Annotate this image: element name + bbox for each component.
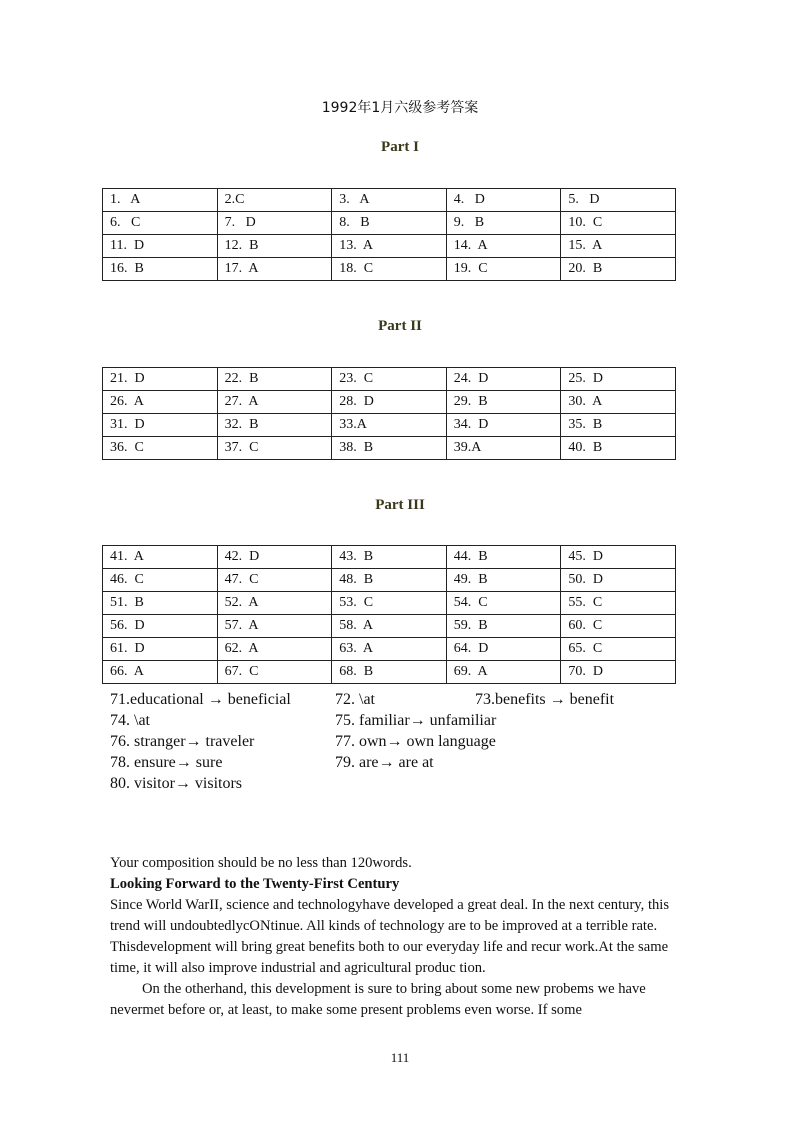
answer-cell: 9. B bbox=[446, 212, 561, 235]
part-2-heading: Part II bbox=[378, 318, 422, 334]
answer-cell: 5. D bbox=[561, 189, 676, 212]
answer-cell: 60. C bbox=[561, 615, 676, 638]
answer-cell: 67. C bbox=[217, 661, 332, 684]
page-title: 1992年1月六级参考答案 bbox=[321, 100, 479, 116]
table-row bbox=[103, 212, 676, 235]
answer-cell: 26. A bbox=[103, 391, 218, 414]
part-1-heading: Part I bbox=[381, 139, 419, 155]
table-row bbox=[103, 546, 676, 569]
answer-cell: 31. D bbox=[103, 414, 218, 437]
table-row bbox=[103, 638, 676, 661]
answer-cell: 68. B bbox=[332, 661, 447, 684]
answer-cell: 39.A bbox=[446, 437, 561, 460]
answer-cell: 24. D bbox=[446, 368, 561, 391]
answer-cell: 25. D bbox=[561, 368, 676, 391]
table-row bbox=[103, 592, 676, 615]
answer-cell: 11. D bbox=[103, 235, 218, 258]
correction-item: 74. \at bbox=[110, 712, 150, 729]
answer-cell: 16. B bbox=[103, 258, 218, 281]
answer-cell: 27. A bbox=[217, 391, 332, 414]
answer-cell: 7. D bbox=[217, 212, 332, 235]
answer-cell: 43. B bbox=[332, 546, 447, 569]
answer-cell: 40. B bbox=[561, 437, 676, 460]
correction-item: 80. visitor→ visitors bbox=[110, 775, 243, 792]
table-row bbox=[103, 437, 676, 460]
correction-item: 71.educational → beneficial bbox=[110, 691, 291, 708]
answer-cell: 61. D bbox=[103, 638, 218, 661]
part-1-answer-table bbox=[102, 188, 676, 281]
correction-row bbox=[110, 710, 670, 731]
answer-cell: 10. C bbox=[561, 212, 676, 235]
table-row bbox=[103, 414, 676, 437]
answer-cell: 56. D bbox=[103, 615, 218, 638]
page-number: 111 bbox=[390, 1050, 410, 1065]
table-row bbox=[103, 391, 676, 414]
answer-cell: 48. B bbox=[332, 569, 447, 592]
answer-cell: 32. B bbox=[217, 414, 332, 437]
table-row bbox=[103, 615, 676, 638]
answer-cell: 30. A bbox=[561, 391, 676, 414]
correction-row bbox=[110, 773, 670, 794]
answer-cell: 52. A bbox=[217, 592, 332, 615]
answer-cell: 42. D bbox=[217, 546, 332, 569]
answer-cell: 66. A bbox=[103, 661, 218, 684]
answer-cell: 62. A bbox=[217, 638, 332, 661]
part-3-answer-table bbox=[102, 545, 676, 684]
correction-item: 72. \at bbox=[335, 691, 375, 708]
answer-cell: 50. D bbox=[561, 569, 676, 592]
answer-cell: 55. C bbox=[561, 592, 676, 615]
answer-cell: 13. A bbox=[332, 235, 447, 258]
answer-cell: 36. C bbox=[103, 437, 218, 460]
answer-cell: 49. B bbox=[446, 569, 561, 592]
correction-item: 77. own→ own language bbox=[335, 733, 496, 750]
correction-row bbox=[110, 689, 670, 710]
answer-cell: 57. A bbox=[217, 615, 332, 638]
essay-paragraph: Since World WarII, science and technologyhave developed a great deal. In the next century, this trend will undoubtedlycONtinue. All kinds of technology are to be improved at a terrible rate. Thisdevelopment will bring great benefits both to our everyday life and recur work.At the same time, it will also improve industrial and agricultural produc tion. bbox=[110, 897, 670, 976]
part-2-answer-table bbox=[102, 367, 676, 460]
composition-instruction: Your composition should be no less than 120words. bbox=[110, 855, 412, 871]
answer-cell: 53. C bbox=[332, 592, 447, 615]
answer-cell: 4. D bbox=[446, 189, 561, 212]
table-row bbox=[103, 661, 676, 684]
answer-cell: 8. B bbox=[332, 212, 447, 235]
essay-title: Looking Forward to the Twenty-First Century bbox=[110, 876, 400, 892]
table-row bbox=[103, 569, 676, 592]
answer-cell: 1. A bbox=[103, 189, 218, 212]
part-3-heading: Part III bbox=[375, 497, 425, 513]
table-row bbox=[103, 258, 676, 281]
answer-cell: 47. C bbox=[217, 569, 332, 592]
answer-cell: 12. B bbox=[217, 235, 332, 258]
correction-item: 78. ensure→ sure bbox=[110, 754, 223, 771]
answer-cell: 41. A bbox=[103, 546, 218, 569]
answer-cell: 23. C bbox=[332, 368, 447, 391]
answer-cell: 63. A bbox=[332, 638, 447, 661]
writing-section bbox=[110, 853, 700, 1021]
error-correction-list bbox=[110, 689, 670, 794]
answer-cell: 18. C bbox=[332, 258, 447, 281]
correction-row bbox=[110, 752, 670, 773]
answer-cell: 51. B bbox=[103, 592, 218, 615]
essay-paragraph: On the otherhand, this development is sure to bring about some new probems we have nevermet before or, at least, to make some present problems even worse. If some bbox=[110, 981, 646, 1018]
answer-cell: 54. C bbox=[446, 592, 561, 615]
correction-item: 73.benefits → benefit bbox=[475, 691, 615, 708]
answer-cell: 70. D bbox=[561, 661, 676, 684]
table-row bbox=[103, 235, 676, 258]
answer-cell: 65. C bbox=[561, 638, 676, 661]
answer-cell: 45. D bbox=[561, 546, 676, 569]
correction-item: 76. stranger→ traveler bbox=[110, 733, 255, 750]
answer-cell: 64. D bbox=[446, 638, 561, 661]
answer-cell: 3. A bbox=[332, 189, 447, 212]
correction-row bbox=[110, 731, 670, 752]
answer-cell: 44. B bbox=[446, 546, 561, 569]
answer-cell: 59. B bbox=[446, 615, 561, 638]
answer-cell: 37. C bbox=[217, 437, 332, 460]
answer-cell: 38. B bbox=[332, 437, 447, 460]
answer-cell: 15. A bbox=[561, 235, 676, 258]
table-row bbox=[103, 368, 676, 391]
answer-cell: 6. C bbox=[103, 212, 218, 235]
answer-cell: 34. D bbox=[446, 414, 561, 437]
answer-cell: 69. A bbox=[446, 661, 561, 684]
answer-cell: 46. C bbox=[103, 569, 218, 592]
answer-cell: 58. A bbox=[332, 615, 447, 638]
correction-item: 79. are→ are at bbox=[335, 754, 434, 771]
answer-cell: 28. D bbox=[332, 391, 447, 414]
answer-cell: 14. A bbox=[446, 235, 561, 258]
answer-cell: 17. A bbox=[217, 258, 332, 281]
answer-cell: 20. B bbox=[561, 258, 676, 281]
answer-cell: 22. B bbox=[217, 368, 332, 391]
answer-cell: 29. B bbox=[446, 391, 561, 414]
answer-cell: 2.C bbox=[217, 189, 332, 212]
table-row bbox=[103, 189, 676, 212]
correction-item: 75. familiar→ unfamiliar bbox=[335, 712, 497, 729]
answer-cell: 33.A bbox=[332, 414, 447, 437]
answer-cell: 35. B bbox=[561, 414, 676, 437]
answer-cell: 19. C bbox=[446, 258, 561, 281]
answer-cell: 21. D bbox=[103, 368, 218, 391]
